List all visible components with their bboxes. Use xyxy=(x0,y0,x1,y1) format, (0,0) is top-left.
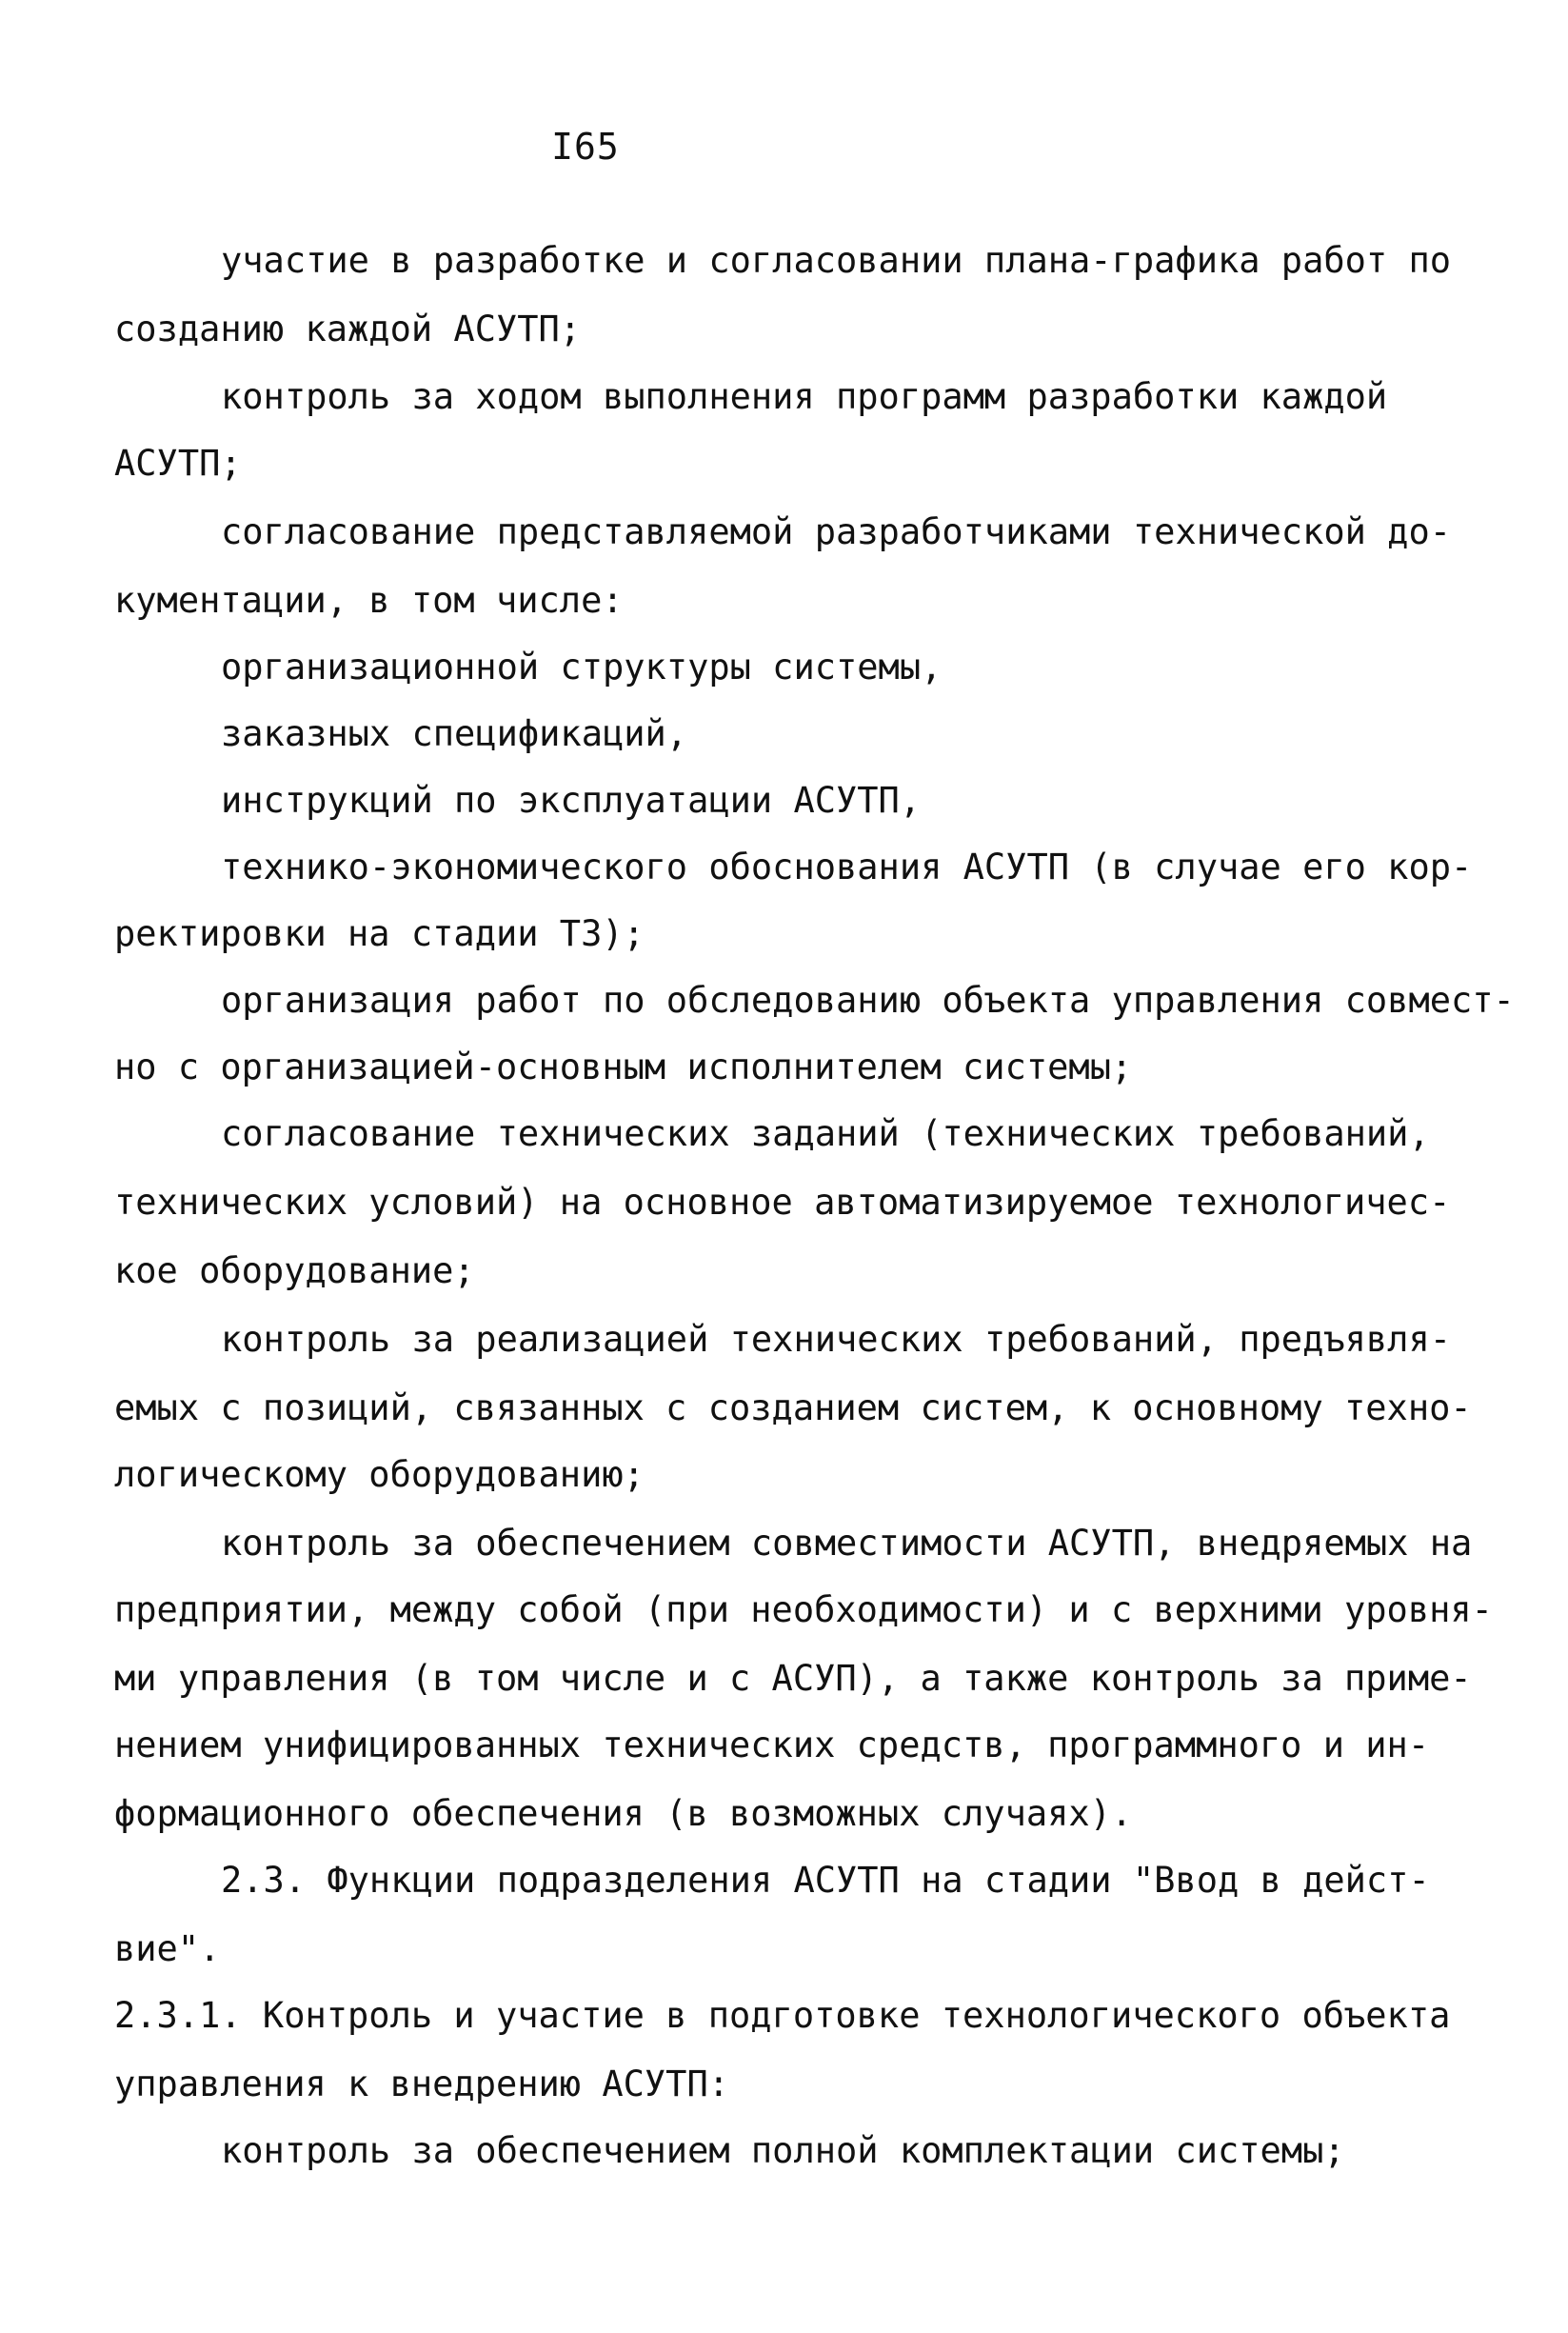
text-line: АСУТП; xyxy=(114,443,242,484)
text-line: технико-экономического обоснования АСУТП (в случае его кор- xyxy=(221,847,1473,887)
text-line: заказных спецификаций, xyxy=(221,713,688,754)
text-line: контроль за реализацией технических требований, предъявля- xyxy=(221,1319,1452,1360)
text-line: контроль за обеспечением полной комплектации системы; xyxy=(221,2130,1345,2171)
page-number: I65 xyxy=(551,126,620,168)
section-heading: 2.3. Функции подразделения АСУТП на стадии "Ввод в дейст- xyxy=(221,1860,1430,1901)
text-line: кое оборудование; xyxy=(114,1250,475,1291)
text-line: предприятии, между собой (при необходимости) и с верхними уровня- xyxy=(114,1589,1493,1630)
section-heading-continuation: вие". xyxy=(114,1928,221,1969)
text-line: согласование технических заданий (технических требований, xyxy=(221,1113,1430,1154)
text-line: кументации, в том числе: xyxy=(114,580,624,621)
text-line: ми управления (в том числе и с АСУП), а также контроль за приме- xyxy=(114,1658,1472,1699)
text-line: согласование представляемой разработчиками технической до- xyxy=(221,511,1452,552)
subsection-line: 2.3.1. Контроль и участие в подготовке технологического объекта xyxy=(114,1995,1451,2036)
text-line: технических условий) на основное автоматизируемое технологичес- xyxy=(114,1182,1451,1223)
text-line: организационной структуры системы, xyxy=(221,647,943,688)
text-line: контроль за ходом выполнения программ разработки каждой xyxy=(221,376,1388,417)
text-line: созданию каждой АСУТП; xyxy=(114,309,582,349)
text-line: контроль за обеспечением совместимости АСУТП, внедряемых на xyxy=(221,1523,1473,1564)
text-line: формационного обеспечения (в возможных случаях). xyxy=(114,1793,1133,1834)
text-line: управления к внедрению АСУТП: xyxy=(114,2064,730,2104)
text-line: ректировки на стадии ТЗ); xyxy=(114,913,645,954)
text-line: организация работ по обследованию объекта управления совмест- xyxy=(221,980,1515,1021)
text-line: инструкций по эксплуатации АСУТП, xyxy=(221,780,922,821)
text-line: логическому оборудованию; xyxy=(114,1454,645,1495)
text-line: но с организацией-основным исполнителем системы; xyxy=(114,1047,1133,1087)
text-line: участие в разработке и согласовании плана-графика работ по xyxy=(221,240,1452,281)
text-line: нением унифицированных технических средств, программного и ин- xyxy=(114,1725,1430,1765)
text-line: емых с позиций, связанных с созданием систем, к основному техно- xyxy=(114,1387,1472,1428)
